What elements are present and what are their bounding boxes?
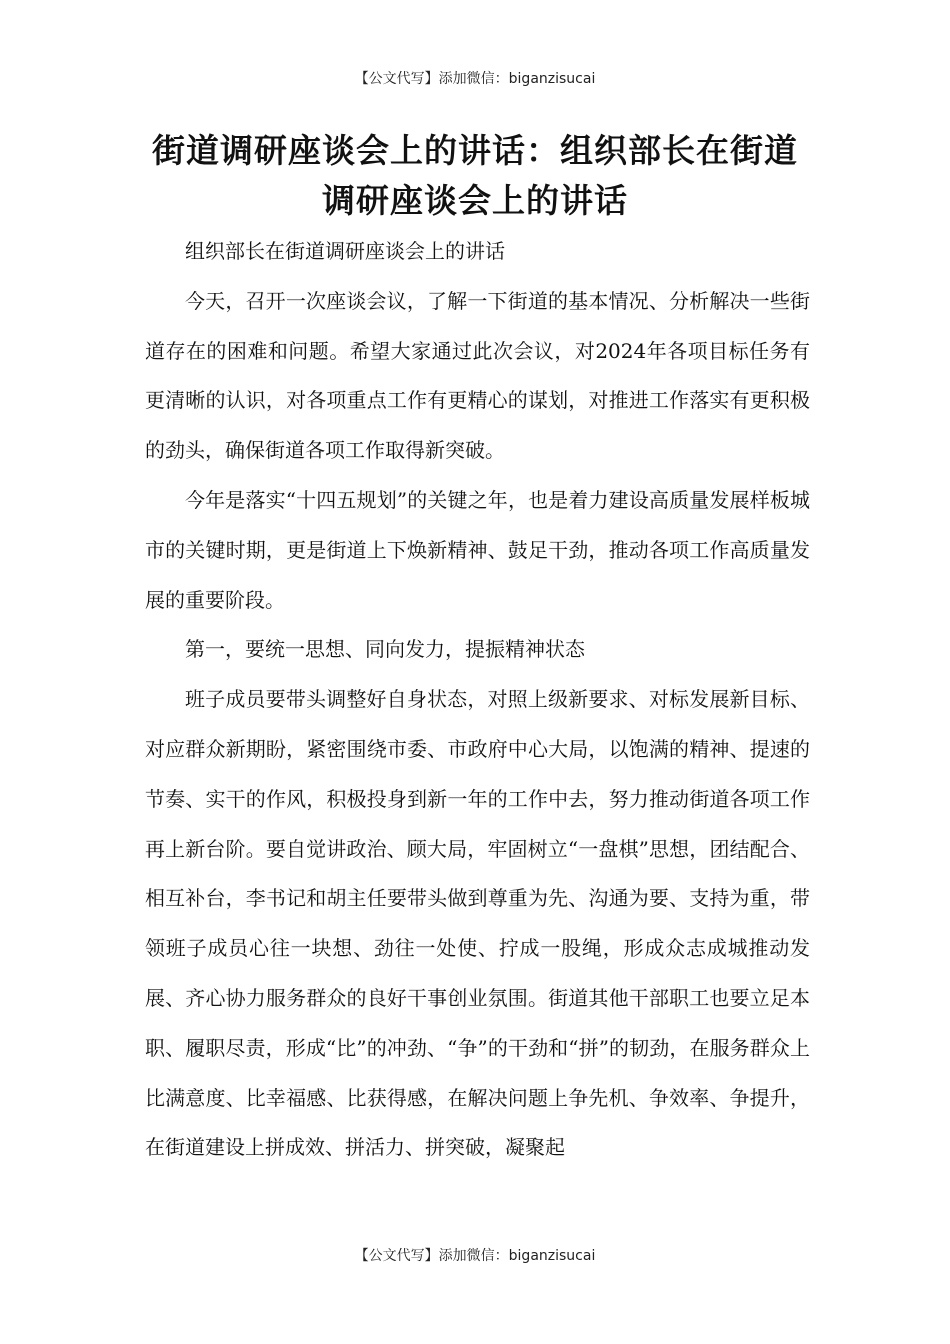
- page-header-watermark: 【公文代写】添加微信：biganzisucai: [354, 71, 596, 87]
- document-body: [145, 227, 810, 1173]
- page-footer-watermark: 【公文代写】添加微信：biganzisucai: [354, 1248, 596, 1264]
- body-paragraph: 今年是落实“十四五规划”的关键之年，也是着力建设高质量发展样板城市的关键时期，更是街道上下焕新精神、鼓足干劲，推动各项工作高质量发展的重要阶段。: [145, 487, 810, 612]
- section-heading: 第一，要统一思想、同向发力，提振精神状态: [185, 637, 585, 662]
- body-paragraph: 今天，召开一次座谈会议，了解一下街道的基本情况、分析解决一些街道存在的困难和问题。希望大家通过此次会议，对2024年各项目标任务有更清晰的认识，对各项重点工作有更精心的谋划，对推进工作落实有更积极的劲头，确保街道各项工作取得新突破。: [145, 288, 810, 463]
- body-paragraph: 组织部长在街道调研座谈会上的讲话: [185, 239, 505, 263]
- body-paragraph: 班子成员要带头调整好自身状态，对照上级新要求、对标发展新目标、对应群众新期盼，紧密围绕市委、市政府中心大局，以饱满的精神、提速的节奏、实干的作风，积极投身到新一年的工作中去，努力推动街道各项工作再上新台阶。要自觉讲政治、顾大局，牢固树立“一盘棋”思想，团结配合、相互补台，李书记和胡主任要带头做到尊重为先、沟通为要、支持为重，带领班子成员心往一块想、劲往一处使、拧成一股绳，形成众志成城推动发展、齐心协力服务群众的良好干事创业氛围。街道其他干部职工也要立足本职、履职尽责，形成“比”的冲劲、“争”的干劲和“拼”的韧劲，在服务群众上比满意度、比幸福感、比获得感，在解决问题上争先机、争效率、争提升，在街道建设上拼成效、拼活力、拼突破，凝聚起: [145, 687, 810, 1160]
- document-title: 街道调研座谈会上的讲话：组织部长在街道调研座谈会上的讲话: [152, 131, 798, 220]
